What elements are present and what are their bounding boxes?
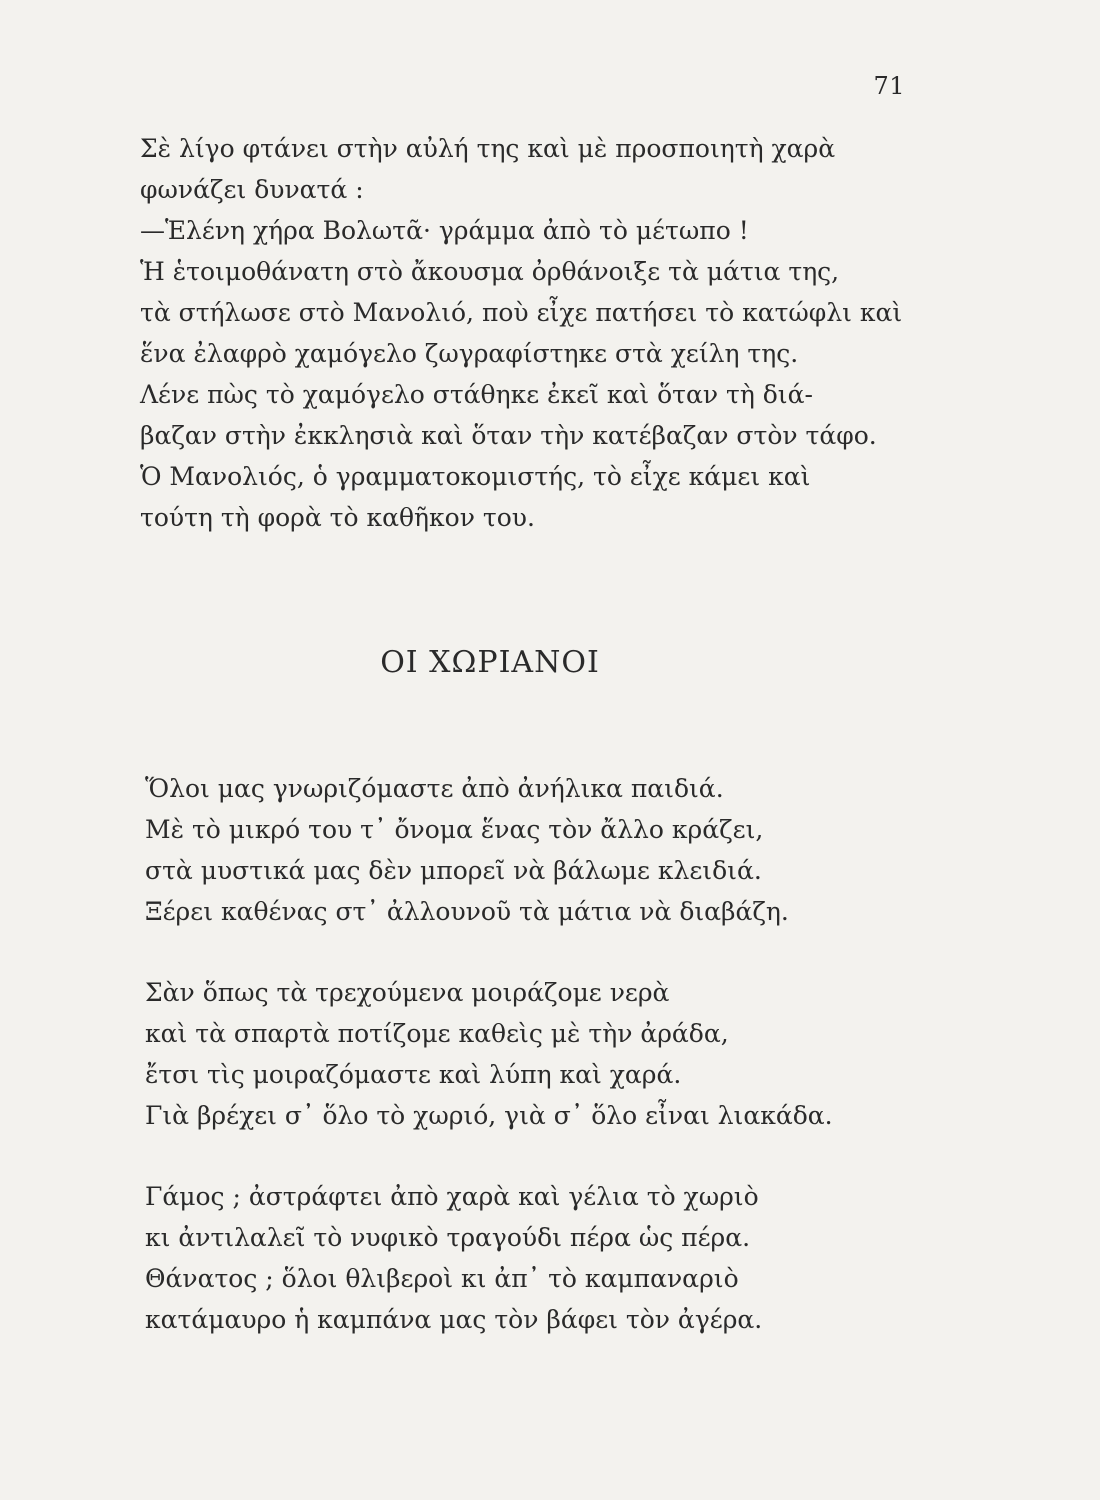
verse-line: στὰ μυστικά μας δὲν μπορεῖ νὰ βάλωμε κλειδιά. bbox=[145, 856, 762, 885]
stanza bbox=[145, 768, 965, 932]
verse-line: ἔτσι τὶς μοιραζόμαστε καὶ λύπη καὶ χαρά. bbox=[145, 1060, 682, 1089]
verse-line: Θάνατος ; ὅλοι θλιβεροὶ κι ἀπ᾿ τὸ καμπαναριὸ bbox=[145, 1264, 739, 1293]
verse-line: καὶ τὰ σπαρτὰ ποτίζομε καθεὶς μὲ τὴν ἀράδα, bbox=[145, 1019, 729, 1048]
page-number: 71 bbox=[873, 72, 905, 100]
prose-line: φωνάζει δυνατά : bbox=[140, 175, 364, 204]
verse-line: κατάμαυρο ἡ καμπάνα μας τὸν βάφει τὸν ἀγέρα. bbox=[145, 1305, 763, 1334]
poem bbox=[145, 768, 965, 1380]
stanza bbox=[145, 1176, 965, 1340]
prose-line: Ἡ ἑτοιμοθάνατη στὸ ἄκουσμα ὀρθάνοιξε τὰ μάτια της, bbox=[140, 257, 840, 286]
prose-line: Λένε πὼς τὸ χαμόγελο στάθηκε ἐκεῖ καὶ ὅταν τὴ διά- bbox=[140, 380, 813, 409]
verse-line: Μὲ τὸ μικρό του τ᾿ ὄνομα ἕνας τὸν ἄλλο κράζει, bbox=[145, 815, 764, 844]
prose-line: τούτη τὴ φορὰ τὸ καθῆκον του. bbox=[140, 503, 535, 532]
prose-line: Σὲ λίγο φτάνει στὴν αὐλή της καὶ μὲ προσποιητὴ χαρὰ bbox=[140, 134, 836, 163]
prose-line: ἕνα ἐλαφρὸ χαμόγελο ζωγραφίστηκε στὰ χείλη της. bbox=[140, 339, 799, 368]
prose-line: Ὁ Μανολιός, ὁ γραμματοκομιστής, τὸ εἶχε κάμει καὶ bbox=[140, 462, 811, 491]
verse-line: Ὅλοι μας γνωριζόμαστε ἀπὸ ἀνήλικα παιδιά. bbox=[145, 774, 724, 803]
verse-line: Γιὰ βρέχει σ᾿ ὅλο τὸ χωριό, γιὰ σ᾿ ὅλο εἶναι λιακάδα. bbox=[145, 1101, 833, 1130]
prose-section bbox=[140, 128, 920, 538]
stanza bbox=[145, 972, 965, 1136]
prose-line: βαζαν στὴν ἐκκλησιὰ καὶ ὅταν τὴν κατέβαζαν στὸν τάφο. bbox=[140, 421, 877, 450]
poem-title: ΟΙ ΧΩΡΙΑΝΟΙ bbox=[380, 645, 600, 680]
prose-line: τὰ στήλωσε στὸ Μανολιό, ποὺ εἶχε πατήσει τὸ κατώφλι καὶ bbox=[140, 298, 903, 327]
verse-line: Γάμος ; ἀστράφτει ἀπὸ χαρὰ καὶ γέλια τὸ χωριὸ bbox=[145, 1182, 759, 1211]
verse-line: Σὰν ὅπως τὰ τρεχούμενα μοιράζομε νερὰ bbox=[145, 978, 670, 1007]
prose-line: —Ἑλένη χήρα Βολωτᾶ· γράμμα ἀπὸ τὸ μέτωπο ! bbox=[140, 216, 749, 245]
verse-line: κι ἀντιλαλεῖ τὸ νυφικὸ τραγούδι πέρα ὡς πέρα. bbox=[145, 1223, 751, 1252]
verse-line: Ξέρει καθένας στ᾿ ἀλλουνοῦ τὰ μάτια νὰ διαβάζη. bbox=[145, 897, 789, 926]
